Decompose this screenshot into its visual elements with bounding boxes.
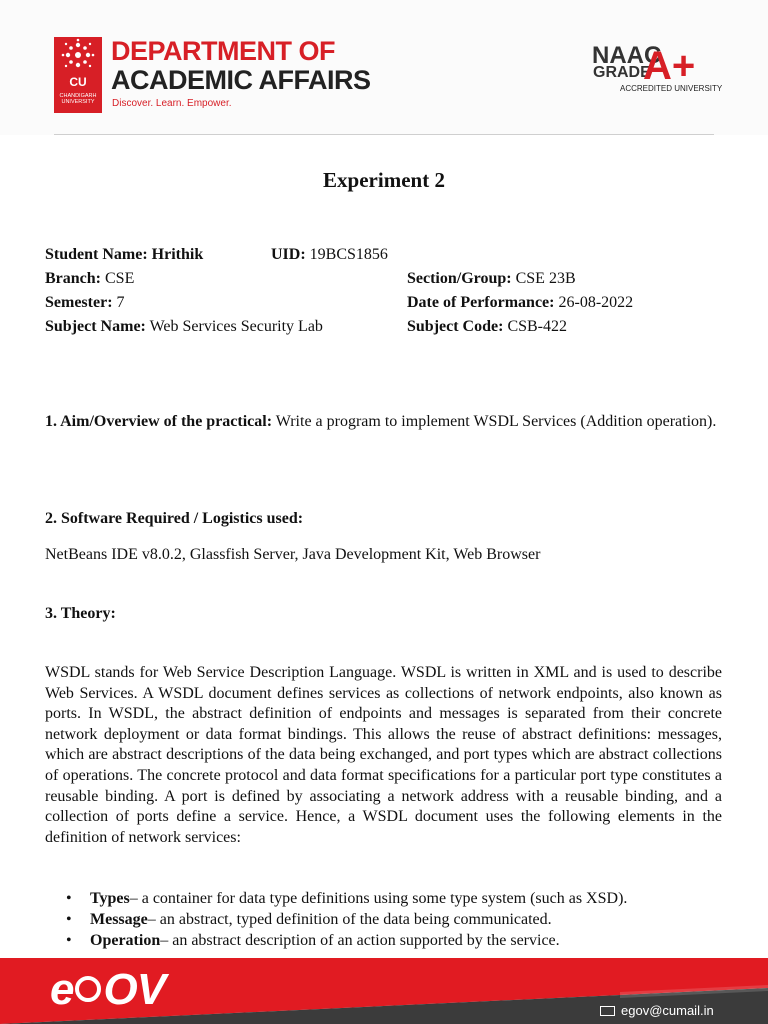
bullet-term: Types [90, 890, 130, 907]
aim-text: Write a program to implement WSDL Services (Addition operation). [275, 413, 717, 430]
subject-code-value: CSB-422 [507, 318, 568, 335]
software-heading: 2. Software Required / Logistics used: [45, 510, 304, 527]
date-value: 26-08-2022 [558, 294, 634, 311]
wsdl-elements-list [45, 888, 722, 951]
footer-email [600, 1003, 714, 1018]
list-item [45, 888, 722, 909]
student-name-label: Student Name: [45, 246, 148, 263]
naac-text: NAAC [592, 42, 662, 69]
bullet-text: – an abstract description of an action supported by the service. [160, 932, 560, 949]
logo-letters: CU [69, 75, 87, 89]
semester-value: 7 [116, 294, 125, 311]
branch-value: CSE [105, 270, 135, 287]
page-header [0, 0, 768, 135]
theory-text: WSDL stands for Web Service Description Language. WSDL is written in XML and is used to describe Web Services. A WSDL document defines services as collections of network endpoints, also known as ports. In WSDL, the abstract definition of endpoints and messages is separated from their concrete network deployment or data format bindings. This allows the reuse of abstract definitions: messages, which are abstract descriptions of the data being exchanged, and port types which are abstract collections of operations. The concrete protocol and data format specifications for a particular port type constitutes a reusable binding. A port is defined by associating a network address with a reusable binding, and a collection of ports define a service. Hence, a WSDL document uses the following elements in the definition of network services: [45, 664, 722, 846]
branch-field [45, 269, 134, 289]
subject-name-field [45, 317, 323, 337]
bullet-text: – an abstract, typed definition of the data being communicated. [147, 911, 552, 928]
accredited-text: ACCREDITED UNIVERSITY [620, 84, 723, 93]
uid-label: UID: [271, 246, 306, 263]
list-item [45, 930, 722, 951]
student-name-value: Hrithik [151, 246, 204, 263]
semester-label: Semester: [45, 294, 113, 311]
logo-emblem-icon [54, 37, 102, 77]
aim-heading: 1. Aim/Overview of the practical: [45, 413, 273, 430]
semester-field [45, 293, 125, 313]
bullet-icon: • [66, 932, 72, 949]
bullet-term: Message [90, 911, 148, 928]
experiment-title: Experiment 2 [323, 168, 445, 192]
date-field [407, 293, 633, 313]
department-title-line1: DEPARTMENT OF [111, 36, 335, 66]
department-title-line2: ACADEMIC AFFAIRS [111, 65, 371, 95]
branch-label: Branch: [45, 270, 101, 287]
date-label: Date of Performance: [407, 294, 555, 311]
theory-heading: 3. Theory: [45, 605, 116, 622]
subject-code-label: Subject Code: [407, 318, 504, 335]
subject-name-value: Web Services Security Lab [149, 318, 323, 335]
email-text: egov@cumail.in [621, 1003, 714, 1018]
egov-logo [50, 965, 166, 1014]
student-name-field [45, 245, 203, 265]
logo-subtitle: CHANDIGARH UNIVERSITY [59, 93, 97, 105]
uid-value: 19BCS1856 [309, 246, 388, 263]
envelope-icon [600, 1006, 615, 1016]
bullet-term: Operation [90, 932, 161, 949]
bullet-text: – a container for data type definitions using some type system (such as XSD). [129, 890, 628, 907]
naac-badge [592, 44, 722, 99]
uid-field [271, 245, 388, 265]
section-label: Section/Group: [407, 270, 512, 287]
egov-logo-left: e [50, 965, 74, 1014]
tagline: Discover. Learn. Empower. [112, 98, 232, 109]
grade-text: GRADE [593, 64, 651, 81]
section-value: CSE 23B [515, 270, 576, 287]
bullet-icon: • [66, 911, 72, 928]
header-divider [54, 134, 714, 135]
section-field [407, 269, 576, 289]
egov-logo-right: OV [103, 965, 166, 1014]
university-logo [54, 37, 102, 113]
subject-code-field [407, 317, 567, 337]
subject-name-label: Subject Name: [45, 318, 146, 335]
gear-icon [75, 976, 101, 1002]
aim-section [45, 410, 722, 433]
software-text: NetBeans IDE v8.0.2, Glassfish Server, Java Development Kit, Web Browser [45, 546, 541, 563]
list-item [45, 909, 722, 930]
bullet-icon: • [66, 890, 72, 907]
grade-value: A+ [643, 44, 696, 88]
